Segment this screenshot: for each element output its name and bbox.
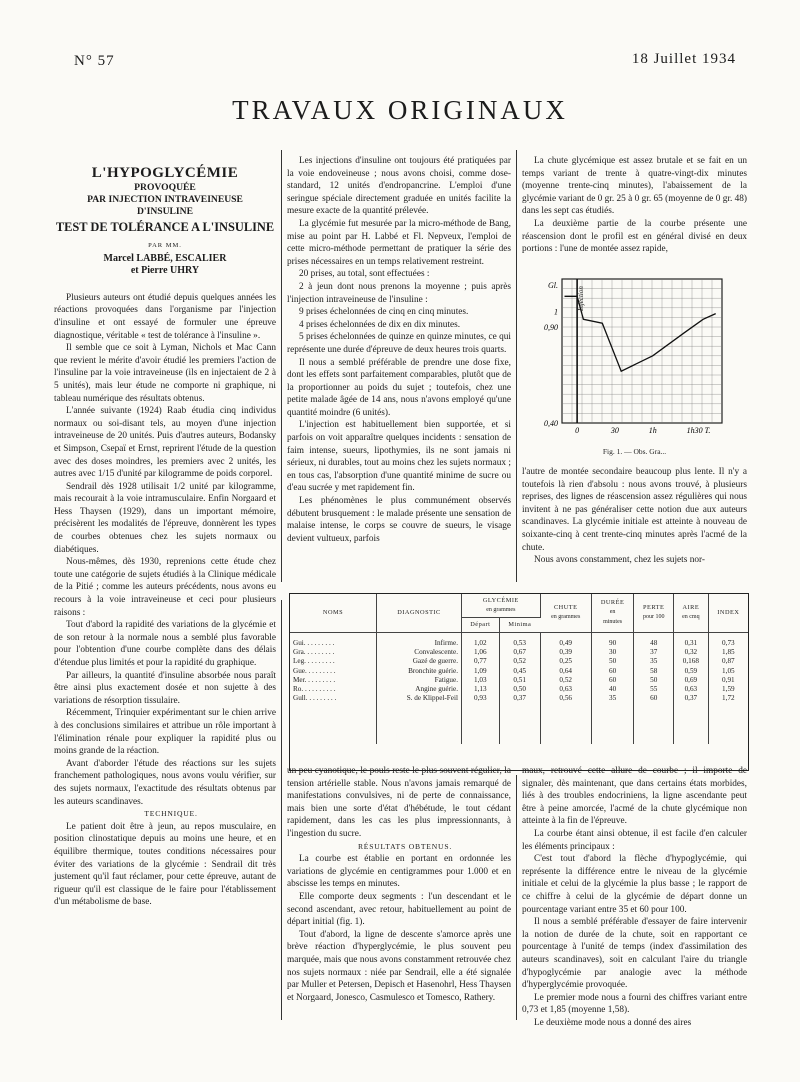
table-row	[290, 632, 748, 648]
article-subtitle-1: PROVOQUÉE	[134, 181, 196, 193]
issue-number: N° 57	[74, 53, 115, 69]
table-cell-aire: 0,69	[674, 676, 709, 685]
paragraph: Par ailleurs, la quantité d'insuline absorbée nous paraît être ainsi plus exactement dosée et non sujette à des variations de résorption tissulaire.	[54, 670, 276, 706]
section-heading-resultats: RÉSULTATS OBTENUS.	[357, 841, 453, 851]
paragraph: Elle comporte deux segments : l'un descendant et le second ascendant, avec retour, habituellement au point de départ initial (fig. 1).	[287, 891, 511, 928]
authors: Marcel LABBÉ, ESCALIER et Pierre UHRY	[103, 252, 227, 277]
article-title: L'HYPOGLYCÉMIE	[91, 165, 239, 181]
table-cell-nom: Leg. . . . . . . . .	[290, 657, 377, 666]
table-cell-duree: 35	[591, 694, 634, 703]
table-cell-index: 1,85	[722, 647, 735, 656]
table-cell-index: 0,87	[722, 657, 735, 666]
table-cell-chute: 0,56	[540, 694, 591, 703]
table-cell-index: 1,05	[722, 666, 735, 675]
chart-annotation-injection: Injection	[577, 286, 586, 311]
paragraph: La chute glycémique est assez brutale et se fait en un temps variant de trente à quatre-vingt-dix minutes (moyenne trente-cinq minutes), l'abaissement de la glycémie variant de 0 gr. 25 à 0 gr. 65 (moyenne de 0 gr. 48) dans les sept cas étudiés.	[522, 156, 747, 217]
glycemia-chart	[522, 273, 747, 461]
table-cell-chute: 0,25	[540, 657, 591, 666]
section-heading-technique: TECHNIQUE.	[144, 809, 198, 819]
table-cell-nom: Gue. . . . . . . . .	[290, 667, 377, 676]
article-subtitle-2: PAR INJECTION INTRAVEINEUSE	[87, 193, 243, 205]
table-cell-chute: 0,63	[540, 685, 591, 694]
table-cell-index: 0,91	[722, 675, 735, 684]
list-item: 20 prises, au total, sont effectuées :	[299, 269, 430, 280]
table-cell-diag: Convalescente.	[377, 648, 462, 657]
chart-line-glycemia	[565, 296, 716, 371]
table-cell-perte: 60	[634, 694, 674, 703]
col-header-aire: AIRE en cmq	[674, 594, 709, 632]
table-cell-diag: Bronchite guérie.	[377, 667, 462, 676]
table-cell-perte: 35	[634, 657, 674, 666]
paragraph: Plusieurs auteurs ont étudié depuis quelques années les réactions provoquées dans l'organisme par l'injection d'insuline et ont essayé de formuler une épreuve diagnostique, véritable « test de tolérance à l'insuline ».	[54, 292, 276, 341]
table-cell-minima: 0,50	[499, 685, 540, 694]
table-cell-aire: 0,37	[674, 694, 709, 703]
column-rule	[281, 600, 282, 1020]
paragraph: Il semble que ce soit à Lyman, Nichols et Mac Cann que revient le mérite d'avoir étudié les premiers l'action de l'insuline par la voie intraveineuse (ils en injectaient de 2 à 5 unités), mais leur étude ne comporte ni graphique, ni tableau numérique des résultats obtenus.	[54, 343, 276, 404]
table-cell-perte: 50	[634, 676, 674, 685]
paragraph: maux, retrouvé cette allure de courbe ; il importe de signaler, dès maintenant, que dans certains états morbides, liés à des troubles endocriniens, la ligne ascendante peut être à peine amorcée, l'acmé de la chute glycémique non atteinte à la fin de l'épreuve.	[522, 766, 747, 827]
col-header-index: INDEX	[708, 594, 748, 632]
paragraph: Avant d'aborder l'étude des réactions sur les sujets franchement pathologiques, nous avons voulu vérifier, sur des sujets normaux, l'exactitude des résultats obtenus par les auteurs scandinaves.	[54, 758, 276, 807]
table-cell-depart: 1,09	[462, 667, 500, 676]
table-cell-aire: 0,32	[674, 648, 709, 657]
paragraph: Il nous a semblé préférable d'essayer de faire intervenir la notion de durée de la chute, soit en rapportant ce pourcentage à l'unité de temps (index d'assimilation des auteurs scandinaves), soit en calculant l'aire du triangle d'hypoglycémie par analogie avec la méthode d'hyperglycémie provoquée.	[522, 917, 747, 991]
table-cell-diag: S. de Klippel-Feil	[377, 694, 462, 703]
table-cell-nom: Mer. . . . . . . . .	[290, 676, 377, 685]
table-cell-aire: 0,168	[674, 657, 709, 666]
chart-y-tick-label: Gl.	[548, 280, 558, 290]
table-filler	[290, 704, 748, 744]
column-2	[287, 155, 511, 545]
table-row	[290, 648, 748, 657]
table-cell-duree: 60	[591, 676, 634, 685]
paragraph: Nous avons constamment, chez les sujets nor-	[534, 555, 705, 566]
table-cell-depart: 1,13	[462, 685, 500, 694]
table-cell-duree: 50	[591, 657, 634, 666]
table-cell-aire: 0,63	[674, 685, 709, 694]
table-cell-nom: Gra. . . . . . . . .	[290, 648, 377, 657]
column-1	[54, 167, 276, 909]
paragraph: C'est tout d'abord la flèche d'hypoglycémie, qui représente la différence entre le niveau de la glycémie initiale et celui de la glycémie la plus basse ; le rapport de ce chiffre à celui de la glycémie de départ donne un pourcentage variant entre 35 et 60 pour 100.	[522, 854, 747, 915]
table-cell-minima: 0,67	[499, 648, 540, 657]
table-cell-minima: 0,52	[499, 657, 540, 666]
issue-date: 18 Juillet 1934	[631, 51, 736, 67]
paragraph: La glycémie fut mesurée par la micro-méthode de Bang, mise au point par H. Labbé et Fl. Nepveux, l'emploi de cette micro-méthode permettant de pratiquer la série des prises nécessaires en un temps relativement restreint.	[287, 218, 511, 267]
table-cell-perte: 37	[634, 648, 674, 657]
list-item: 2 à jeun dont nous prenons la moyenne ; puis après l'injection intraveineuse de l'insuline :	[287, 281, 511, 305]
table-cell-duree: 60	[591, 667, 634, 676]
table-cell-minima: 0,53	[499, 632, 540, 648]
table-cell-nom: Gull. . . . . . . . .	[290, 694, 377, 703]
table-cell-diag: Fatigue.	[377, 676, 462, 685]
list-item: 4 prises échelonnées de dix en dix minutes.	[299, 319, 461, 330]
col-header-glycemie: GLYCÉMIE en grammes	[462, 594, 541, 618]
col-header-minima: Minima	[499, 618, 540, 632]
chart-y-tick-label: 0,90	[544, 323, 558, 332]
table-cell-nom: Gui. . . . . . . . .	[290, 632, 377, 648]
chart-ticks	[544, 281, 710, 435]
table-cell-perte: 58	[634, 667, 674, 676]
table-cell-depart: 1,06	[462, 648, 500, 657]
table-cell-nom: Ro. . . . . . . . . .	[290, 685, 377, 694]
paragraph: Il nous a semblé préférable de prendre une dose fixe, dont les effets sont parfaitement comparables, plutôt que de la proportionner au poids du sujet ; toutefois, chez une petite malade âgée de 14 ans, nous n'avons employé qu'une quantité moindre (6 unités).	[287, 357, 511, 418]
table-cell-aire: 0,59	[674, 667, 709, 676]
table-cell-index: 1,72	[722, 694, 735, 703]
paragraph: Récemment, Trinquier expérimentant sur le chien arrive à des conclusions similaires et attribue un rôle important à l'élimination rénale pour expliquer la rapidité plus ou moins grande de la réaction.	[54, 708, 276, 757]
column-3-continued	[522, 466, 747, 567]
article-subtitle-3: D'INSULINE	[137, 205, 193, 217]
paragraph: Les injections d'insuline ont toujours été pratiquées par la voie endoveineuse ; nous avons choisi, comme dose-standard, 12 unités d'endropancrine. L'emploi d'une seringue spéciale directement graduée en unités facilite la mesure exacte de la quantité prélevée.	[287, 156, 511, 217]
col-header-perte: PERTE pour 100	[634, 594, 674, 632]
chart-x-tick-label: 1h30 T.	[686, 426, 711, 435]
paragraph: un peu cyanotique, le pouls reste le plus souvent régulier, la tension artérielle stable. Nous n'avons jamais remarqué de manifestations convulsives, ni de perte de connaissance, mais bien une sorte d'état d'hébétude, le tout cédant rapidement, dans les cas les plus impressionnants, à l'ingestion du sucre.	[287, 766, 511, 839]
table-row	[290, 667, 748, 676]
col-header-noms: NOMS	[290, 594, 377, 632]
col-header-diagnostic: DIAGNOSTIC	[377, 594, 462, 632]
chart-x-tick-label: 0	[575, 426, 580, 435]
table-row	[290, 676, 748, 685]
col-header-depart: Départ	[462, 618, 500, 632]
column-3-bottom	[522, 765, 747, 1029]
paragraph: L'injection est habituellement bien supportée, et si parfois on voit apparaître quelques incidents : sensation de faim intense, sueurs, lipothymies, ils ne sont jamais ni sérieux, ni durables, tout au moins chez les sujets normaux ; en tous cas, l'absorption d'une quantité minime de sucre ou d'eau sucrée y met rapidement fin.	[287, 420, 511, 494]
table-cell-depart: 0,93	[462, 694, 500, 703]
table-cell-chute: 0,64	[540, 667, 591, 676]
table-cell-index: 1,59	[722, 685, 735, 694]
paragraph: La deuxième partie de la courbe présente une réascension dont le profil est en général divisé en deux portions : l'une de montée assez rapide,	[522, 218, 747, 255]
col-header-duree: DURÉE en minutes	[591, 594, 634, 632]
chart-grid	[562, 279, 722, 423]
paragraph: Le patient doit être à jeun, au repos musculaire, en position clinostatique depuis au moins une heure, et en équilibre thermique, toutes conditions nécessaires pour éviter des variations de la glycémie : Sendrail dit très justement qu'il faut réclamer, pour cette épreuve, autant de rigueur qu'il est classique de le faire pour l'établissement d'un métabolisme de base.	[54, 821, 276, 908]
list-item: 9 prises échelonnées de cinq en cinq minutes.	[299, 307, 469, 318]
by-line: PAR MM.	[148, 242, 182, 250]
paragraph: L'année suivante (1924) Raab étudia cinq individus normaux ou soi-disant tels, au moyen d'une injection intraveineuse de 20 unités. Puis d'autres auteurs, Bodansky et Simpson, Csepaï et Ernst, reprirent l'étude de la question avec des doses moindres, les premiers avec 2 unités, les autres avec 1/15 d'unité par kilogramme de poids corporel.	[54, 406, 276, 480]
table-cell-chute: 0,52	[540, 676, 591, 685]
column-3	[522, 155, 747, 256]
chart-x-tick-label: 30	[610, 426, 619, 435]
col-header-chute: CHUTE en grammes	[540, 594, 591, 632]
table-cell-minima: 0,45	[499, 667, 540, 676]
table-cell-duree: 90	[591, 632, 634, 648]
paragraph: l'autre de montée secondaire beaucoup plus lente. Il n'y a toutefois là rien d'absolu : nous avons trouvé, à plusieurs reprises, des lignes de réascension assez régulières qui nous invitent à ne pas généraliser cette notion due aux auteurs scandinaves. La glycémie initiale est atteinte à nouveau de soixante-cinq à cent trente-cinq minutes après l'acmé de la chute.	[522, 467, 747, 553]
table-row	[290, 657, 748, 666]
chart-y-tick-label: 0,40	[544, 419, 558, 428]
table-cell-diag: Angine guérie.	[377, 685, 462, 694]
table-cell-depart: 0,77	[462, 657, 500, 666]
table-cell-depart: 1,02	[462, 632, 500, 648]
table-row	[290, 685, 748, 694]
table-cell-chute: 0,49	[540, 632, 591, 648]
table-cell-index: 0,73	[722, 638, 735, 647]
chart-y-tick-label: 1	[554, 307, 558, 317]
table-cell-minima: 0,51	[499, 676, 540, 685]
column-rule	[516, 775, 517, 1020]
table-cell-aire: 0,31	[674, 632, 709, 648]
column-rule	[281, 150, 282, 582]
paragraph: Tout d'abord la rapidité des variations de la glycémie et de son retour à la normale nous a semblé plus favorable pour l'obtention d'une courbe complète dans des délais d'étendue plus limités et pour la rapidité du graphique.	[54, 620, 276, 668]
results-table	[289, 593, 749, 771]
section-title: TRAVAUX ORIGINAUX	[232, 95, 568, 125]
table-cell-diag: Infirme.	[377, 632, 462, 648]
article-test-title: TEST DE TOLÉRANCE A L'INSULINE	[55, 219, 275, 234]
paragraph: Le deuxième mode nous a donné des aires	[534, 1017, 692, 1028]
column-2-bottom	[287, 765, 511, 1004]
table-cell-minima: 0,37	[499, 694, 540, 703]
paragraph: Sendrail dès 1928 utilisait 1/2 unité par kilogramme, mais recourait à la voie intramusculaire. Enfin Norgaard et Hess Thaysen (1929), dans un important mémoire, précisèrent les modalités de l'épreuve, donnèrent les types de courbes obtenues chez les sujets normaux ou diabétiques.	[54, 481, 276, 555]
table-cell-diag: Gazé de guerre.	[377, 657, 462, 666]
table-cell-duree: 30	[591, 648, 634, 657]
paragraph: La courbe étant ainsi obtenue, il est facile d'en calculer les éléments principaux :	[522, 828, 747, 852]
paragraph: Nous-mêmes, dès 1930, reprenions cette étude chez toute une catégorie de sujets étudiés à la Clinique médicale de la Pitié ; comme les auteurs précédents, nous avons eu recours à la voie intraveineuse et ceci pour plusieurs raisons :	[54, 557, 276, 618]
table-cell-duree: 40	[591, 685, 634, 694]
table-row	[290, 694, 748, 703]
table-cell-perte: 55	[634, 685, 674, 694]
paragraph: Les phénomènes le plus communément observés débutent brusquement : le malade présente une sensation de malaise intense, le corps se couvre de sueurs, le visage devient vultueux, parfois	[287, 496, 511, 544]
paragraph: Le premier mode nous a fourni des chiffres variant entre 0,73 et 1,85 (moyenne 1,58).	[522, 992, 747, 1016]
table-cell-chute: 0,39	[540, 648, 591, 657]
figure-caption: Fig. 1. — Obs. Gra...	[602, 447, 667, 456]
table-cell-perte: 48	[634, 632, 674, 648]
list-item: 5 prises échelonnées de quinze en quinze minutes, ce qui représente une durée d'épreuve de deux heures trois quarts.	[287, 332, 511, 355]
chart-x-tick-label: 1h	[648, 426, 657, 435]
paragraph: Tout d'abord, la ligne de descente s'amorce après une brève réaction d'hyperglycémie, le plus souvent peu marquée, mais que nous avons constamment retrouvée chez nos sujets normaux : niée par Sendrail, elle a été signalée par Muller et Petersen, Depisch et Hasenohrl, Hess Thaysen et Norgaard, Jonesco, Casmulesco et Tomesco, Rathery.	[287, 929, 511, 1003]
paragraph: La courbe est établie en portant en ordonnée les variations de glycémie en centigrammes pour 1.000 et en abscisse les temps en minutes.	[287, 854, 511, 890]
column-rule	[516, 150, 517, 582]
table-cell-depart: 1,03	[462, 676, 500, 685]
